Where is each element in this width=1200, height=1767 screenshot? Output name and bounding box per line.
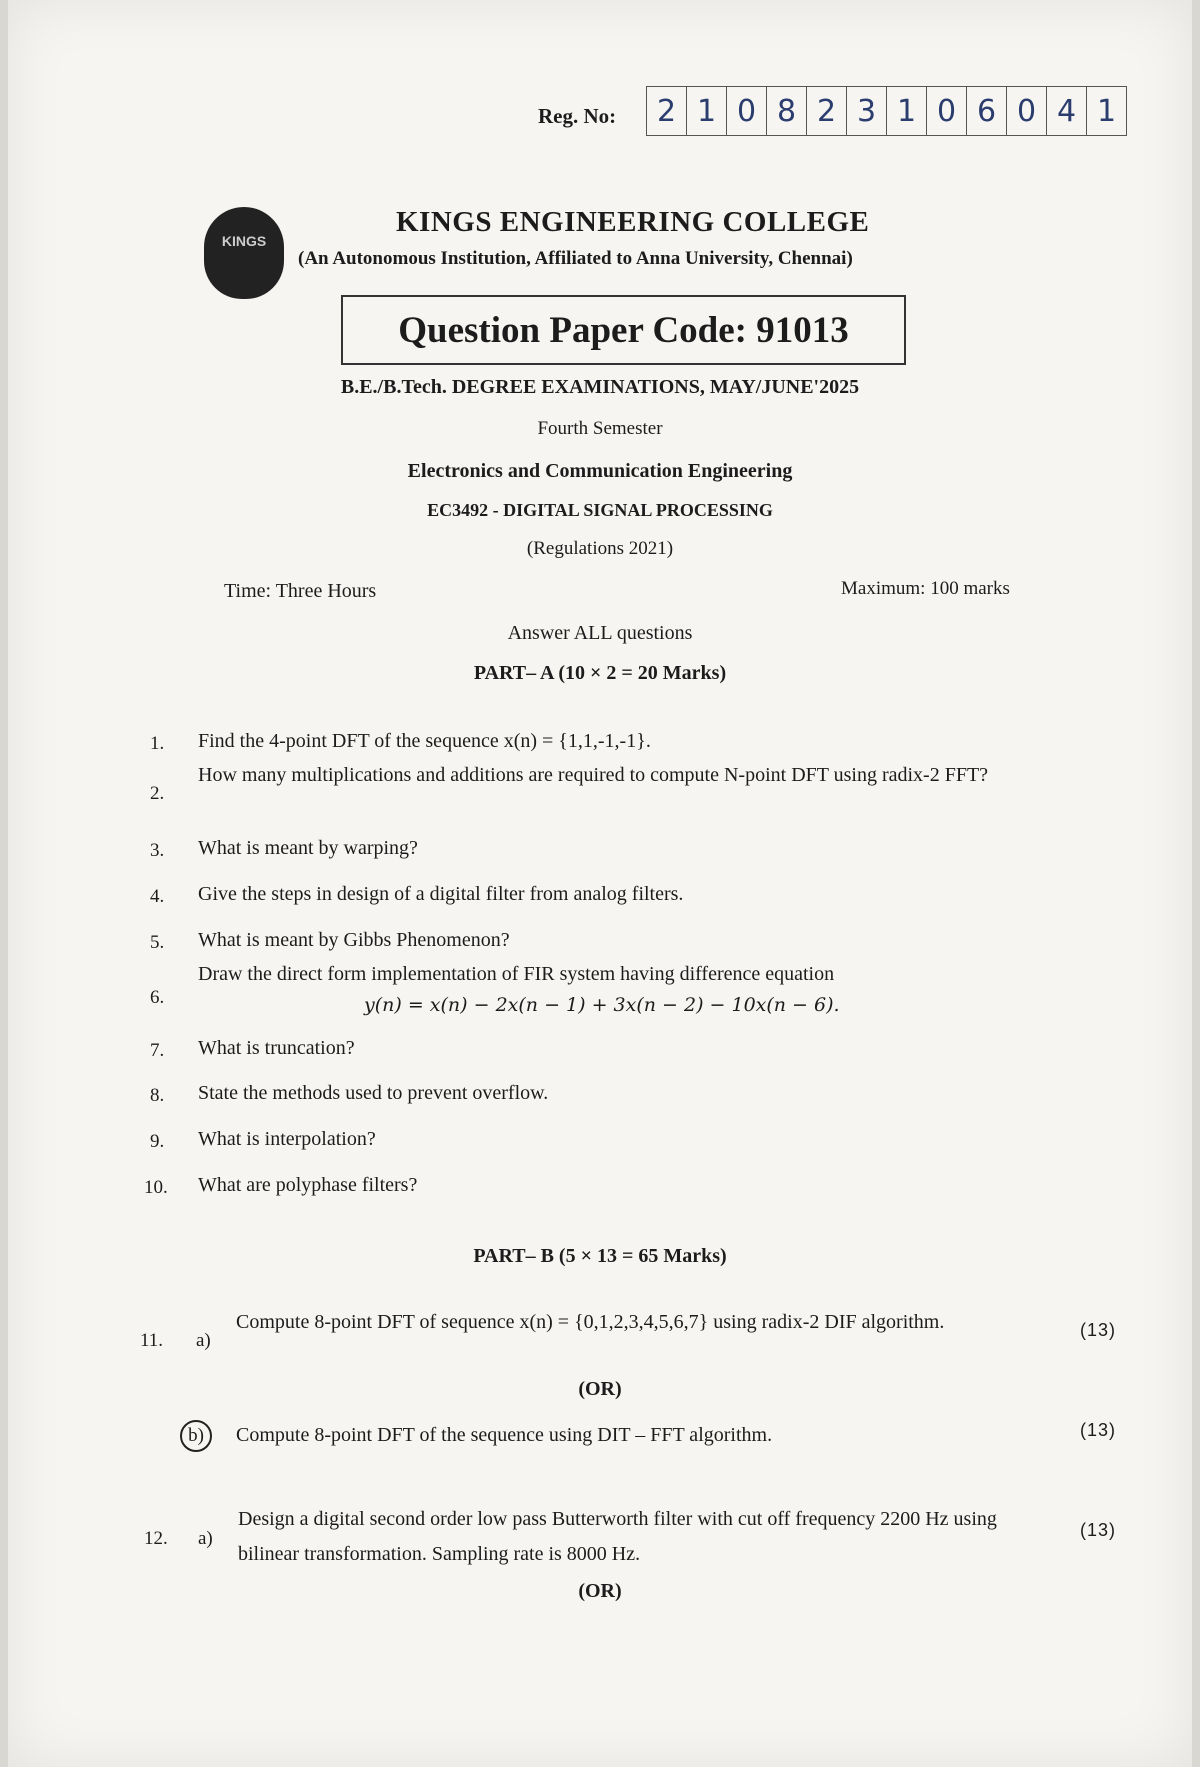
question-text: What is interpolation? — [198, 1128, 376, 1150]
question-text: Compute 8-point DFT of sequence x(n) = {0,1,2,3,4,5,6,7} using radix-2 DIF algorithm. — [236, 1311, 945, 1333]
paper-code-box — [341, 295, 906, 365]
question-number: 7. — [150, 1040, 165, 1061]
question-text: Design a digital second order low pass Butterworth filter with cut off frequency 2200 Hz using bilinear transformation. Sampling rate is 8000 Hz. — [238, 1508, 997, 1565]
reg-digit: 3 — [847, 87, 887, 135]
reg-digit: 0 — [727, 87, 767, 135]
marks: (13) — [1080, 1520, 1117, 1540]
question-number: 5. — [150, 932, 165, 953]
option-a-label: a) — [196, 1330, 211, 1351]
question-number: 3. — [150, 840, 165, 861]
question-number: 9. — [150, 1131, 165, 1152]
question-text: What are polyphase filters? — [198, 1174, 418, 1196]
or-separator: (OR) — [578, 1580, 622, 1602]
reg-digit: 2 — [807, 87, 847, 135]
question-paper — [8, 0, 1192, 1767]
question-number: 1. — [150, 733, 165, 754]
marks: (13) — [1080, 1420, 1117, 1440]
option-b-label — [180, 1420, 212, 1452]
question-text: Find the 4-point DFT of the sequence x(n) = {1,1,-1,-1}. — [198, 730, 651, 752]
question-text: How many multiplications and additions are required to compute N-point DFT using radix-2 FFT? — [198, 764, 989, 786]
reg-digit: 1 — [687, 87, 727, 135]
question-text: What is meant by warping? — [198, 837, 418, 859]
question-number: 6. — [150, 987, 165, 1008]
course-title: EC3492 - DIGITAL SIGNAL PROCESSING — [427, 500, 773, 520]
time-allowed: Time: Three Hours — [224, 580, 377, 602]
question-text: Compute 8-point DFT of the sequence using DIT – FFT algorithm. — [236, 1424, 773, 1446]
reg-digit: 0 — [1007, 87, 1047, 135]
question-text: Draw the direct form implementation of FIR system having difference equation — [198, 963, 835, 985]
question-text: Give the steps in design of a digital filter from analog filters. — [198, 883, 684, 905]
reg-digit: 4 — [1047, 87, 1087, 135]
department: Electronics and Communication Engineering — [407, 460, 793, 482]
reg-digit: 6 — [967, 87, 1007, 135]
or-separator: (OR) — [578, 1378, 622, 1400]
semester: Fourth Semester — [537, 418, 663, 439]
question-number: 11. — [140, 1330, 164, 1351]
college-logo — [204, 207, 284, 299]
option-a-label: a) — [198, 1528, 213, 1549]
marks: (13) — [1080, 1320, 1117, 1340]
paper-code: Question Paper Code: 91013 — [398, 309, 849, 351]
maximum-marks: Maximum: 100 marks — [841, 578, 1010, 599]
regulations: (Regulations 2021) — [526, 538, 674, 559]
question-number: 2. — [150, 783, 165, 804]
part-a-title: PART– A (10 × 2 = 20 Marks) — [473, 662, 727, 684]
question-number: 8. — [150, 1085, 165, 1106]
logo-text: KINGS — [221, 233, 267, 249]
exam-title: B.E./B.Tech. DEGREE EXAMINATIONS, MAY/JUNE'2025 — [340, 376, 860, 398]
question-text: What is meant by Gibbs Phenomenon? — [198, 929, 510, 951]
instructions: Answer ALL questions — [507, 622, 693, 644]
question-number: 10. — [144, 1177, 168, 1198]
difference-equation: y(n) = x(n) − 2x(n − 1) + 3x(n − 2) − 10x(n − 6). — [364, 994, 840, 1016]
reg-digit: 1 — [887, 87, 927, 135]
reg-digit: 2 — [647, 87, 687, 135]
reg-no-boxes — [646, 86, 1127, 136]
reg-digit: 8 — [767, 87, 807, 135]
reg-digit: 1 — [1096, 93, 1117, 129]
question-text: What is truncation? — [198, 1037, 355, 1059]
affiliation: (An Autonomous Institution, Affiliated to Anna University, Chennai) — [298, 248, 853, 269]
reg-no-label: Reg. No: — [538, 104, 617, 128]
college-name: KINGS ENGINEERING COLLEGE — [396, 206, 870, 238]
part-b-title: PART– B (5 × 13 = 65 Marks) — [473, 1245, 727, 1267]
question-number: 12. — [144, 1528, 168, 1549]
question-text: State the methods used to prevent overflow. — [198, 1082, 549, 1104]
question-number: 4. — [150, 886, 165, 907]
reg-digit: 0 — [927, 87, 967, 135]
option-b-text: b) — [188, 1425, 204, 1446]
